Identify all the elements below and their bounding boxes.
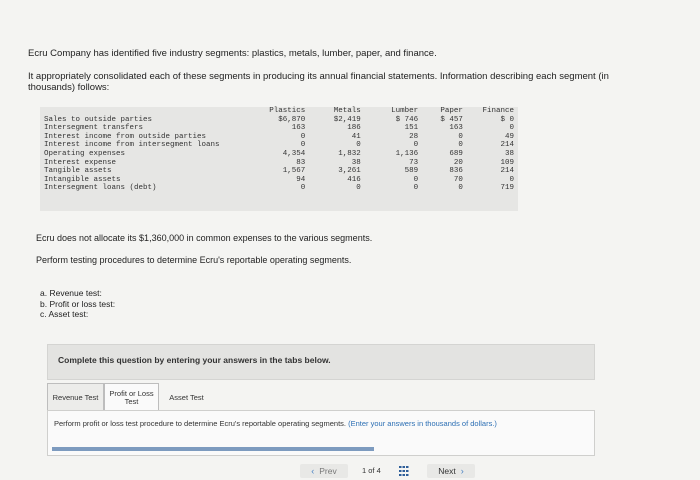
- tab-panel: [47, 410, 595, 456]
- pagination-bar: [0, 462, 700, 480]
- row-label: Sales to outside parties: [44, 115, 153, 124]
- panel-instruction-text: Perform profit or loss test procedure to determine Ecru's reportable operating segments.: [54, 419, 346, 428]
- row-label: Tangible assets: [44, 167, 112, 176]
- table-cell: $ 746: [395, 115, 419, 124]
- intro-line-1: Ecru Company has identified five industry segments: plastics, metals, lumber, paper, and finance.: [28, 48, 437, 59]
- table-cell: $ 457: [440, 115, 463, 124]
- table-cell: 0: [458, 132, 463, 141]
- prev-button[interactable]: [300, 464, 348, 478]
- table-cell: 0: [413, 141, 419, 150]
- grid-icon[interactable]: [399, 466, 411, 476]
- row-label: Intersegment transfers: [44, 124, 144, 133]
- table-cell: 163: [291, 124, 306, 133]
- table-cell: 689: [449, 149, 463, 158]
- row-label: Interest income from outside parties: [44, 132, 207, 141]
- table-cell: 3,261: [338, 167, 361, 176]
- panel-instruction: [54, 419, 584, 428]
- next-button[interactable]: [427, 464, 475, 478]
- segment-table: [40, 107, 518, 211]
- table-cell: 109: [500, 158, 514, 167]
- table-cell: 0: [356, 141, 361, 150]
- instruction-banner-text: Complete this question by entering your answers in the tabs below.: [58, 355, 331, 365]
- table-cell: 38: [504, 149, 514, 158]
- col-header-lumber: Lumber: [391, 107, 419, 115]
- table-cell: 1,832: [338, 149, 361, 158]
- table-cell: 0: [413, 175, 419, 184]
- page-total: 4: [376, 466, 381, 475]
- table-cell: 416: [347, 175, 361, 184]
- table-cell: 214: [500, 141, 514, 150]
- row-label: Intangible assets: [44, 175, 121, 184]
- table-cell: 589: [404, 167, 419, 176]
- col-header-finance: Finance: [482, 107, 514, 115]
- table-cell: 1,567: [282, 167, 306, 176]
- table-cell: 0: [458, 141, 463, 150]
- table-cell: 70: [453, 175, 463, 184]
- panel-divider-bar: [52, 447, 374, 451]
- table-cell: 38: [351, 158, 361, 167]
- next-button-label: Next: [438, 466, 456, 476]
- tests-list: [40, 288, 115, 320]
- table-row: [40, 184, 518, 193]
- table-row: [40, 141, 518, 150]
- table-cell: 214: [500, 167, 514, 176]
- col-header-plastics: Plastics: [269, 107, 306, 115]
- table-cell: 0: [458, 184, 463, 193]
- page-indicator: [362, 466, 381, 475]
- test-tabs: [47, 383, 214, 411]
- table-row: [40, 133, 518, 142]
- table-cell: 94: [296, 175, 306, 184]
- table-row: [40, 124, 518, 133]
- intro-line-2: It appropriately consolidated each of these segments in producing its annual financial statements. Information describing each segment (in thousands) follows:: [28, 71, 609, 93]
- panel-instruction-note: (Enter your answers in thousands of dollars.): [348, 419, 497, 428]
- table-cell: 83: [296, 158, 306, 167]
- tab-revenue-test[interactable]: Revenue Test: [47, 383, 104, 411]
- col-header-metals: Metals: [333, 107, 361, 115]
- table-row: [40, 176, 518, 185]
- test-item-asset: c. Asset test:: [40, 309, 89, 319]
- row-label: Intersegment loans (debt): [44, 184, 157, 193]
- table-cell: 0: [356, 184, 361, 193]
- table-cell: 0: [509, 175, 514, 184]
- row-label: Operating expenses: [44, 149, 126, 158]
- table-cell: $6,870: [278, 115, 306, 124]
- perform-instruction: Perform testing procedures to determine Ecru's reportable operating segments.: [36, 255, 352, 265]
- table-row: [40, 116, 518, 125]
- table-cell: 0: [300, 184, 306, 193]
- table-cell: 28: [409, 132, 419, 141]
- table-cell: 49: [504, 132, 514, 141]
- chevron-right-icon: ›: [460, 466, 464, 476]
- table-row: [40, 159, 518, 168]
- table-cell: 73: [409, 158, 419, 167]
- common-expense-note: Ecru does not allocate its $1,360,000 in common expenses to the various segments.: [36, 233, 373, 243]
- col-header-paper: Paper: [440, 107, 463, 115]
- table-cell: 163: [449, 124, 463, 133]
- row-label: Interest income from intersegment loans: [44, 141, 220, 150]
- tab-profit-or-loss-test[interactable]: Profit or Loss Test: [104, 383, 159, 411]
- table-cell: $ 0: [500, 115, 514, 124]
- table-cell: 0: [509, 124, 514, 133]
- table-cell: 0: [300, 141, 306, 150]
- test-item-revenue: a. Revenue test:: [40, 288, 102, 298]
- tab-asset-test[interactable]: Asset Test: [159, 383, 214, 411]
- table-cell: 0: [300, 132, 306, 141]
- table-cell: 41: [351, 132, 361, 141]
- test-item-profit-loss: b. Profit or loss test:: [40, 298, 116, 309]
- table-cell: 151: [404, 124, 419, 133]
- instruction-banner: [47, 344, 595, 380]
- page-of: of: [368, 466, 375, 475]
- table-cell: 0: [413, 184, 419, 193]
- chevron-left-icon: ‹: [311, 466, 315, 476]
- table-row: [40, 167, 518, 176]
- page-current: 1: [362, 466, 367, 475]
- table-cell: 186: [347, 124, 361, 133]
- table-cell: 719: [500, 184, 514, 193]
- table-cell: 4,354: [282, 149, 306, 158]
- prev-button-label: Prev: [319, 466, 337, 476]
- table-row: [40, 150, 518, 159]
- table-cell: 1,136: [395, 149, 419, 158]
- row-label: Interest expense: [44, 158, 117, 167]
- table-cell: 20: [453, 158, 463, 167]
- table-cell: $2,419: [333, 115, 361, 124]
- table-cell: 836: [449, 167, 463, 176]
